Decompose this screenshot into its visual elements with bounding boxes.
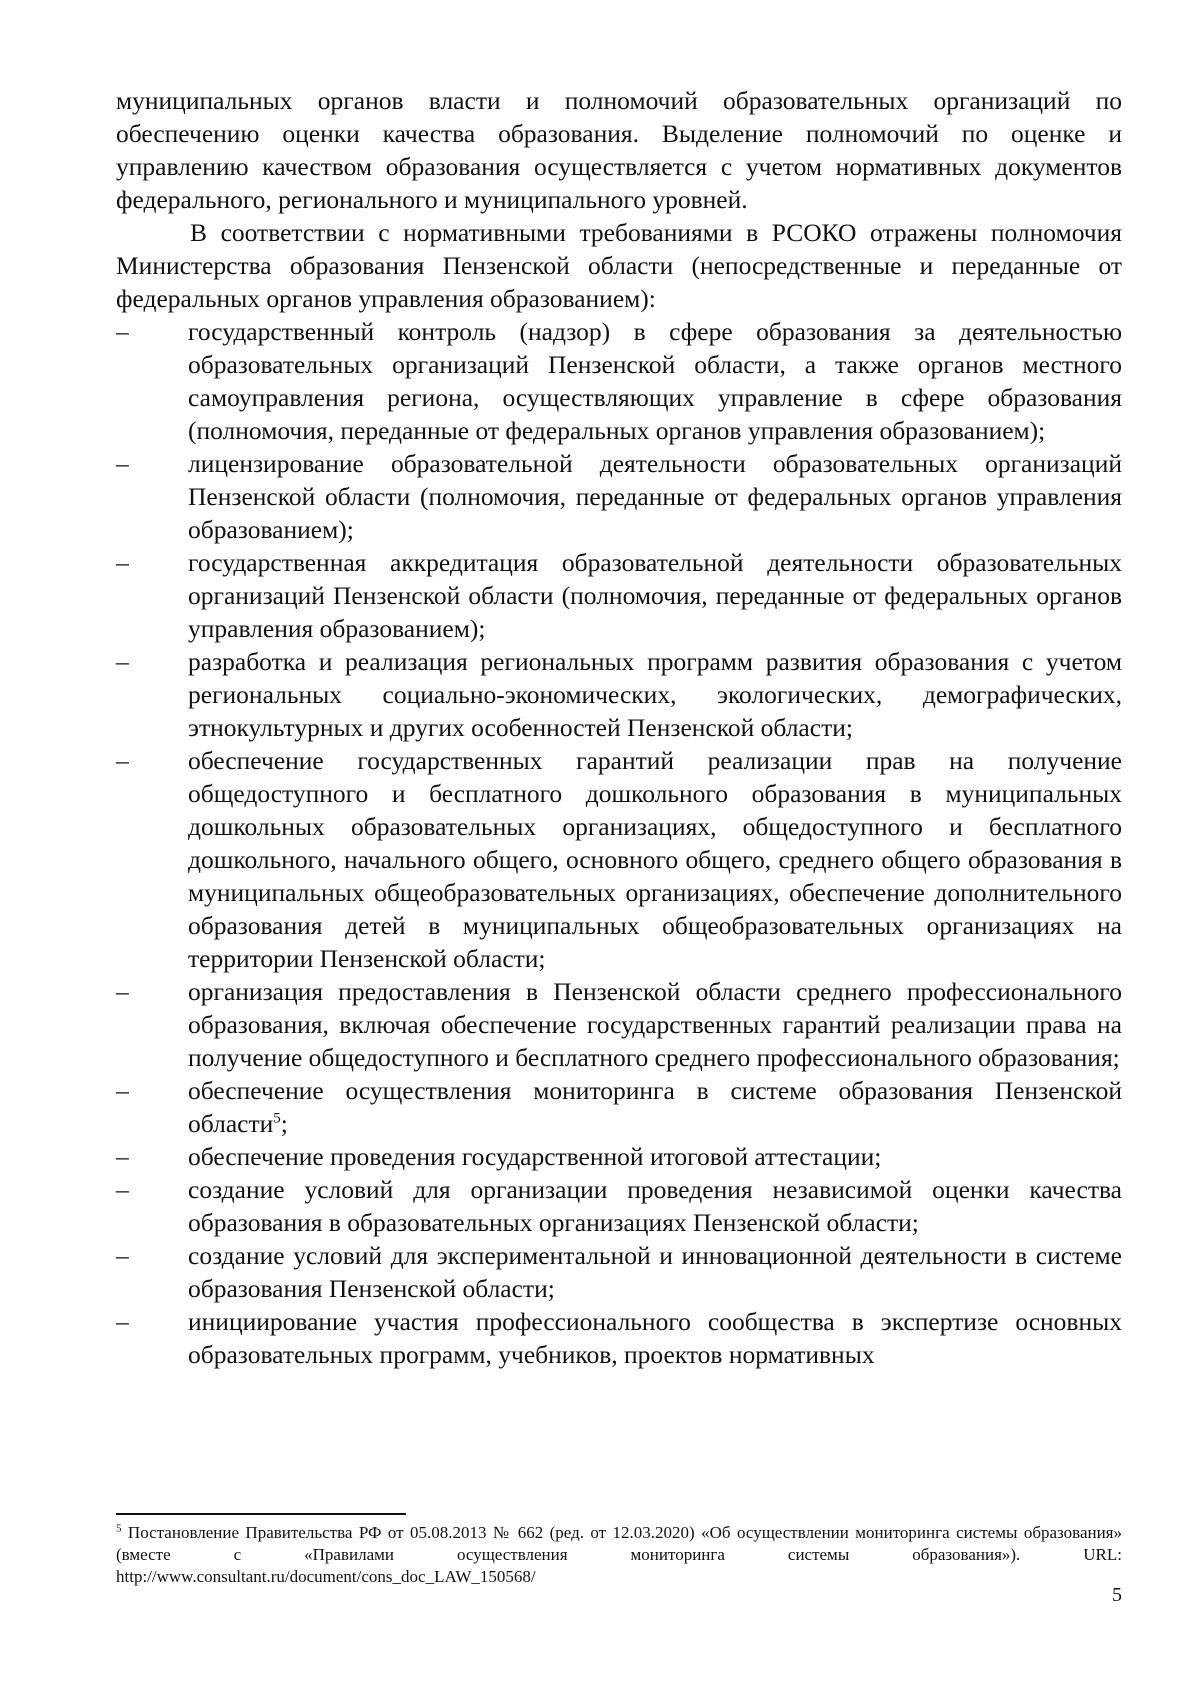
powers-list [116, 315, 1122, 1371]
dash-bullet: – [116, 647, 129, 676]
list-item-text: разработка и реализация региональных программ развития образования с учетом региональных социально-экономических, экологических, демографических, этнокультурных и других особенностей Пензенской области; [188, 647, 1122, 742]
dash-bullet: – [116, 977, 129, 1006]
page-number: 5 [1112, 1584, 1122, 1606]
list-item [116, 1173, 1122, 1239]
list-item-text: лицензирование образовательной деятельности образовательных организаций Пензенской области (полномочия, переданные от федеральных органов управления образованием); [188, 449, 1122, 544]
list-item [116, 447, 1122, 546]
list-item [116, 645, 1122, 744]
footnote-reference[interactable]: 5 [273, 1110, 281, 1127]
dash-bullet: – [116, 1241, 129, 1270]
dash-bullet: – [116, 746, 129, 775]
dash-bullet: – [116, 1142, 129, 1171]
list-item-text: государственный контроль (надзор) в сфере образования за деятельностью образовательных организаций Пензенской области, а также органов местного самоуправления региона, осуществляющих управление в сфере образования (полномочия, переданные от федеральных органов управления образованием); [188, 317, 1122, 445]
list-item-text: организация предоставления в Пензенской области среднего профессионального образования, включая обеспечение государственных гарантий реализации права на получение общедоступного и бесплатного среднего профессионального образования; [188, 977, 1122, 1072]
dash-bullet: – [116, 1076, 129, 1105]
paragraph-intro: В соответствии с нормативными требованиями в РСОКО отражены полномочия Министерства образования Пензенской области (непосредственные и переданные от федеральных органов управления образованием): [116, 218, 1122, 313]
list-item-text: создание условий для организации проведения независимой оценки качества образования в образовательных организациях Пензенской области; [188, 1175, 1122, 1237]
dash-bullet: – [116, 548, 129, 577]
footnote-mark: 5 [116, 1522, 122, 1535]
list-item [116, 744, 1122, 975]
list-item-text: государственная аккредитация образовательной деятельности образовательных организаций Пензенской области (полномочия, переданные от федеральных органов управления образованием); [188, 548, 1122, 643]
dash-bullet: – [116, 449, 129, 478]
dash-bullet: – [116, 1307, 129, 1336]
list-item [116, 1239, 1122, 1305]
list-item [116, 1305, 1122, 1371]
dash-bullet: – [116, 317, 129, 346]
list-item-text: обеспечение государственных гарантий реализации прав на получение общедоступного и бесплатного дошкольного образования в муниципальных дошкольных образовательных организациях, общедоступного и бесплатного дошкольного, начального общего, основного общего, среднего общего образования в муниципальных общеобразовательных организациях, обеспечение дополнительного образования детей в муниципальных общеобразовательных организациях на территории Пензенской области; [188, 746, 1122, 973]
footnote-text: Постановление Правительства РФ от 05.08.2013 № 662 (ред. от 12.03.2020) «Об осуществлении мониторинга системы образования» (вместе с «Правилами осуществления мониторинга системы образования»). URL: http://www.consultant.ru/document/cons_doc_LAW_150568/ [116, 1523, 1122, 1586]
list-item-text: обеспечение осуществления мониторинга в системе образования Пензенской области [188, 1076, 1122, 1138]
list-item [116, 315, 1122, 447]
dash-bullet: – [116, 1175, 129, 1204]
list-item-text: инициирование участия профессионального сообщества в экспертизе основных образовательных программ, учебников, проектов нормативных [188, 1307, 1122, 1369]
footnote [116, 1522, 1122, 1588]
list-item [116, 975, 1122, 1074]
list-item-tail: ; [280, 1109, 288, 1138]
list-item [116, 546, 1122, 645]
list-item [116, 1074, 1122, 1140]
list-item-text: создание условий для экспериментальной и инновационной деятельности в системе образования Пензенской области; [188, 1241, 1122, 1303]
document-body [116, 84, 1122, 1371]
list-item [116, 1140, 1122, 1173]
list-item-text: обеспечение проведения государственной итоговой аттестации; [188, 1142, 882, 1171]
paragraph-continuation: муниципальных органов власти и полномочий образовательных организаций по обеспечению оценки качества образования. Выделение полномочий по оценке и управлению качеством образования осуществляется с учетом нормативных документов федерального, регионального и муниципального уровней. [116, 86, 1122, 214]
footnote-separator [116, 1513, 406, 1515]
